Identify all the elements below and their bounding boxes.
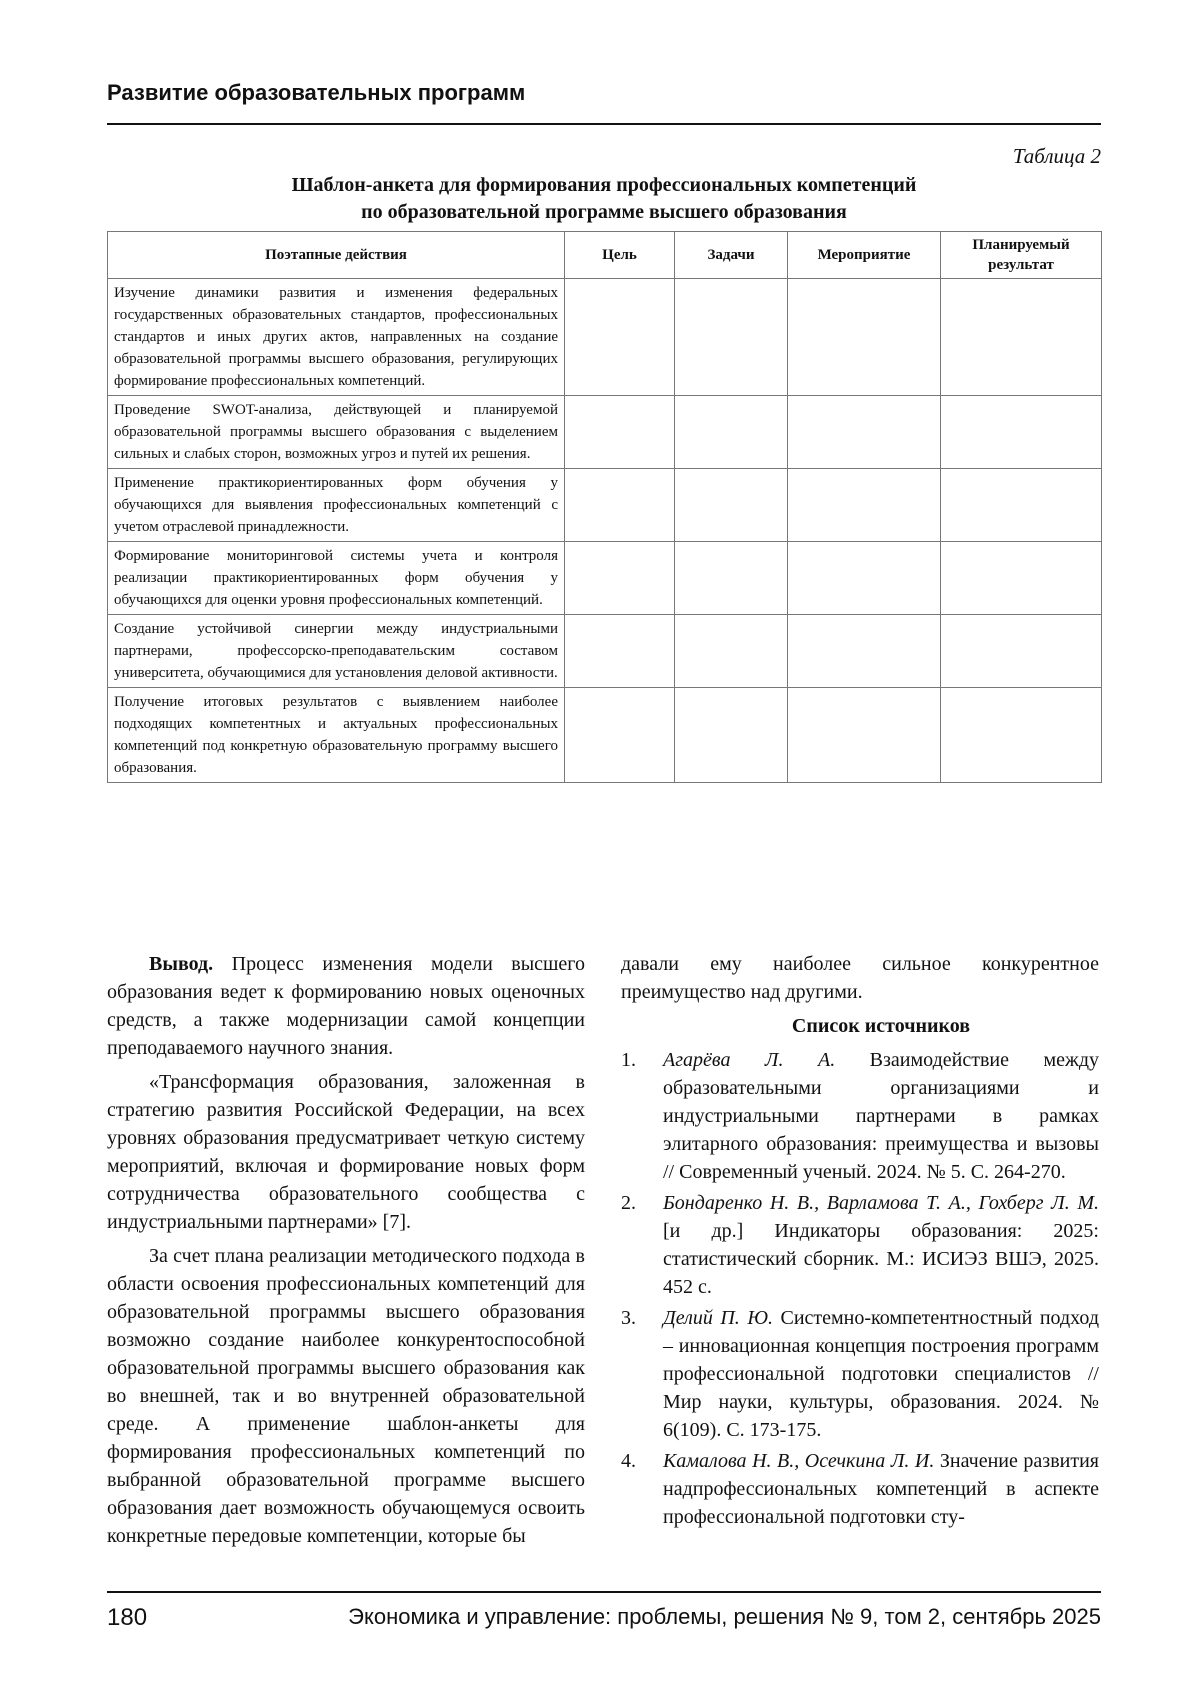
right-text-column: [621, 950, 1099, 1534]
reference-text: [и др.] Индикаторы образования: 2025: статистический сборник. М.: ИСИЭЗ ВШЭ, 2025. 452 с.: [663, 1220, 1099, 1298]
step-cell: Формирование мониторинговой системы учета и контроля реализации практикориентированных форм обучения у обучающихся для оценки уровня профессиональных компетенций.: [108, 542, 565, 615]
reference-item: [621, 1304, 1099, 1444]
method-paragraph: За счет плана реализации методического подхода в области освоения профессиональных компетенций для образовательной программы высшего образования возможно создание наиболее конкурентоспособной образовательной программы высшего образования как во внешней, так и во внутренней образовательной среде. А применение шаблон-анкеты для формирования профессиональных компетенций по выбранной образовательной программе высшего образования дает возможность обучающемуся освоить конкретные передовые компетенции, которые бы: [107, 1245, 585, 1547]
competency-survey-table: [107, 231, 1102, 783]
empty-cell: [675, 688, 788, 783]
empty-cell: [941, 615, 1102, 688]
empty-cell: [941, 688, 1102, 783]
references-heading: Список источников: [791, 1015, 971, 1037]
reference-item: [621, 1046, 1099, 1186]
empty-cell: [788, 615, 941, 688]
empty-cell: [565, 615, 675, 688]
step-cell: Проведение SWOT-анализа, действующей и планируемой образовательной программы высшего образования с выделением сильных и слабых сторон, возможных угроз и путей их решения.: [108, 396, 565, 469]
reference-item: [621, 1447, 1099, 1531]
col-header-steps: Поэтапные действия: [108, 232, 565, 279]
table-header-row: [108, 232, 1102, 279]
table-row: [108, 688, 1102, 783]
table-row: [108, 542, 1102, 615]
col-header-activity: Мероприятие: [788, 232, 941, 279]
empty-cell: [788, 542, 941, 615]
conclusion-text: Процесс изменения модели высшего образования ведет к формированию новых оценочных средств, а также модернизации самой концепции преподаваемого научного знания.: [107, 953, 585, 1059]
table-row: [108, 469, 1102, 542]
reference-authors: Камалова Н. В., Осечкина Л. И.: [663, 1450, 935, 1472]
table-row: [108, 279, 1102, 396]
empty-cell: [675, 396, 788, 469]
reference-authors: Агарёва Л. А.: [663, 1049, 836, 1071]
empty-cell: [675, 469, 788, 542]
conclusion-lead: Вывод.: [149, 953, 214, 975]
header-rule: [107, 123, 1101, 125]
reference-number: 2.: [621, 1192, 636, 1214]
method-paragraph-continued: давали ему наиболее сильное конкурентное преимущество над другими.: [621, 953, 1099, 1003]
reference-item: [621, 1189, 1099, 1301]
empty-cell: [941, 279, 1102, 396]
empty-cell: [788, 469, 941, 542]
reference-text: Взаимодействие между образовательными организациями и индустриальными партнерами в рамках элитарного образования: преимущества и вызовы // Современный ученый. 2024. № 5. С. 264-270.: [663, 1049, 1099, 1183]
reference-text: Системно-компетентностный подход – инновационная концепция построения программ профессиональной подготовки специалистов // Мир науки, культуры, образования. 2024. № 6(109). С. 173-175.: [663, 1307, 1099, 1441]
reference-text: Значение развития надпрофессиональных компетенций в аспекте профессиональной подготовки сту-: [663, 1450, 1099, 1528]
step-cell: Применение практикориентированных форм обучения у обучающихся для выявления профессиональных компетенций с учетом отраслевой принадлежности.: [108, 469, 565, 542]
empty-cell: [565, 542, 675, 615]
step-cell: Создание устойчивой синергии между индустриальными партнерами, профессорско-преподавательским составом университета, обучающимися для установления деловой активности.: [108, 615, 565, 688]
step-cell: Изучение динамики развития и изменения федеральных государственных образовательных стандартов, профессиональных стандартов и иных других актов, направленных на создание образовательной программы высшего образования, регулирующих формирование профессиональных компетенций.: [108, 279, 565, 396]
reference-number: 1.: [621, 1049, 636, 1071]
left-text-column: [107, 950, 585, 1556]
references-list: [621, 1046, 1099, 1531]
table-caption: [107, 172, 1101, 226]
page-number: 180: [107, 1604, 148, 1631]
step-cell: Получение итоговых результатов с выявлением наиболее подходящих компетентных и актуальных профессиональных компетенций под конкретную образовательную программу высшего образования.: [108, 688, 565, 783]
table-row: [108, 615, 1102, 688]
empty-cell: [565, 279, 675, 396]
table-caption-line2: по образовательной программе высшего образования: [361, 201, 847, 223]
journal-title: Экономика и управление: проблемы, решения № 9, том 2, сентябрь 2025: [348, 1604, 1101, 1629]
table-caption-line1: Шаблон-анкета для формирования профессиональных компетенций: [291, 174, 917, 196]
empty-cell: [941, 542, 1102, 615]
empty-cell: [675, 615, 788, 688]
empty-cell: [565, 688, 675, 783]
empty-cell: [565, 396, 675, 469]
empty-cell: [565, 469, 675, 542]
empty-cell: [788, 396, 941, 469]
empty-cell: [788, 279, 941, 396]
conclusion-paragraph: [107, 950, 585, 1062]
empty-cell: [941, 469, 1102, 542]
quote-paragraph: «Трансформация образования, заложенная в стратегию развития Российской Федерации, на всех уровнях образования предусматривает четкую систему мероприятий, включая и формирование новых форм сотрудничества образовательного сообщества с индустриальными партнерами» [7].: [107, 1071, 585, 1233]
reference-number: 3.: [621, 1307, 636, 1329]
empty-cell: [941, 396, 1102, 469]
reference-authors: Бондаренко Н. В., Варламова Т. А., Гохберг Л. М.: [663, 1192, 1099, 1214]
table-number: Таблица 2: [1012, 144, 1101, 168]
empty-cell: [675, 542, 788, 615]
footer-rule: [107, 1591, 1101, 1593]
col-header-tasks: Задачи: [675, 232, 788, 279]
empty-cell: [788, 688, 941, 783]
reference-authors: Делий П. Ю.: [663, 1307, 773, 1329]
reference-number: 4.: [621, 1450, 636, 1472]
section-title: Развитие образовательных программ: [107, 80, 526, 105]
table-row: [108, 396, 1102, 469]
col-header-goal: Цель: [565, 232, 675, 279]
col-header-result: Планируемый результат: [941, 232, 1102, 279]
empty-cell: [675, 279, 788, 396]
